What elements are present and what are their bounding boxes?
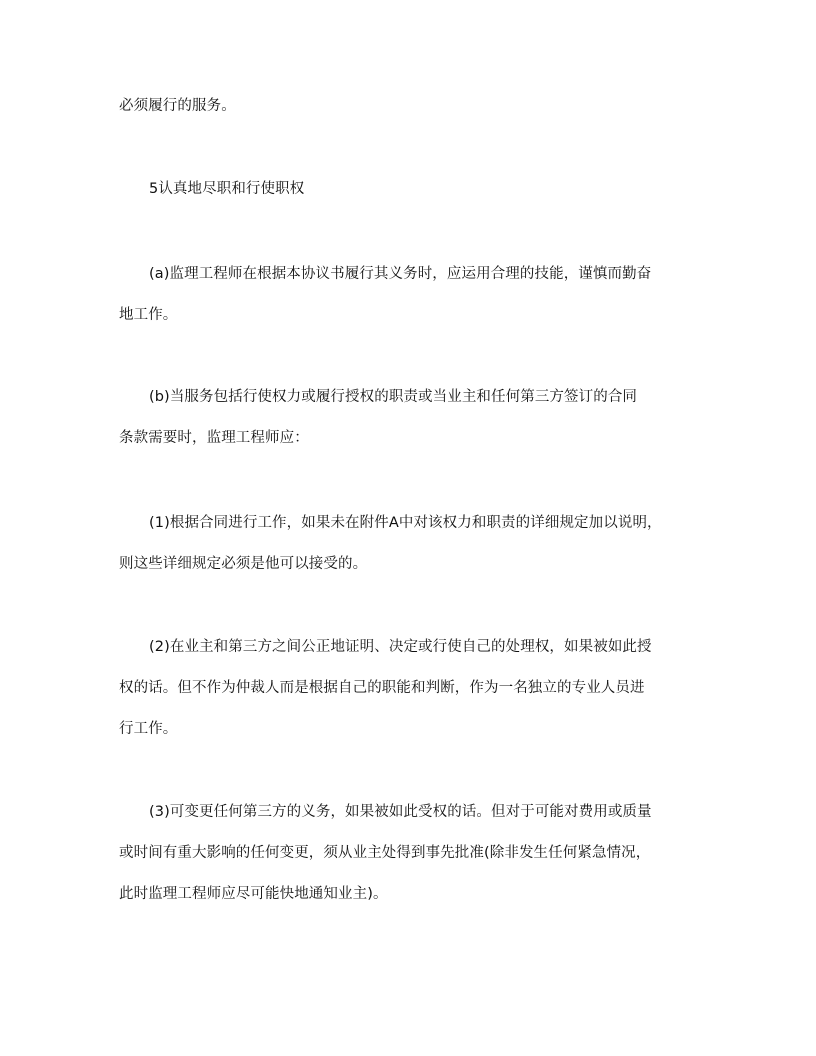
paragraph-line: 此时监理工程师应尽可能快地通知业主)。 (119, 886, 388, 902)
paragraph-line: 条款需要时，监理工程师应： (119, 430, 309, 446)
paragraph-line: 必须履行的服务。 (119, 98, 236, 114)
paragraph-line: 权的话。但不作为仲裁人而是根据自己的职能和判断，作为一名独立的专业人员进 (119, 680, 645, 696)
paragraph-line: 地工作。 (119, 307, 178, 323)
paragraph-line: (b)当服务包括行使权力或履行授权的职责或当业主和任何第三方签订的合同 (149, 389, 638, 405)
paragraph-line: (3)可变更任何第三方的义务，如果被如此受权的话。但对于可能对费用或质量 (149, 804, 652, 820)
section-heading: 5认真地尽职和行使职权 (149, 181, 305, 197)
paragraph-line: 或时间有重大影响的任何变更，须从业主处得到事先批准(除非发生任何紧急情况， (119, 845, 651, 861)
paragraph-line: (a)监理工程师在根据本协议书履行其义务时，应运用合理的技能，谨慎而勤奋 (149, 266, 652, 282)
paragraph-line: (2)在业主和第三方之间公正地证明、决定或行使自己的处理权，如果被如此授 (149, 639, 652, 655)
paragraph-line: 行工作。 (119, 721, 178, 737)
paragraph-line: 则这些详细规定必须是他可以接受的。 (119, 556, 368, 572)
paragraph-line: (1)根据合同进行工作，如果未在附件A中对该权力和职责的详细规定加以说明， (149, 515, 662, 531)
